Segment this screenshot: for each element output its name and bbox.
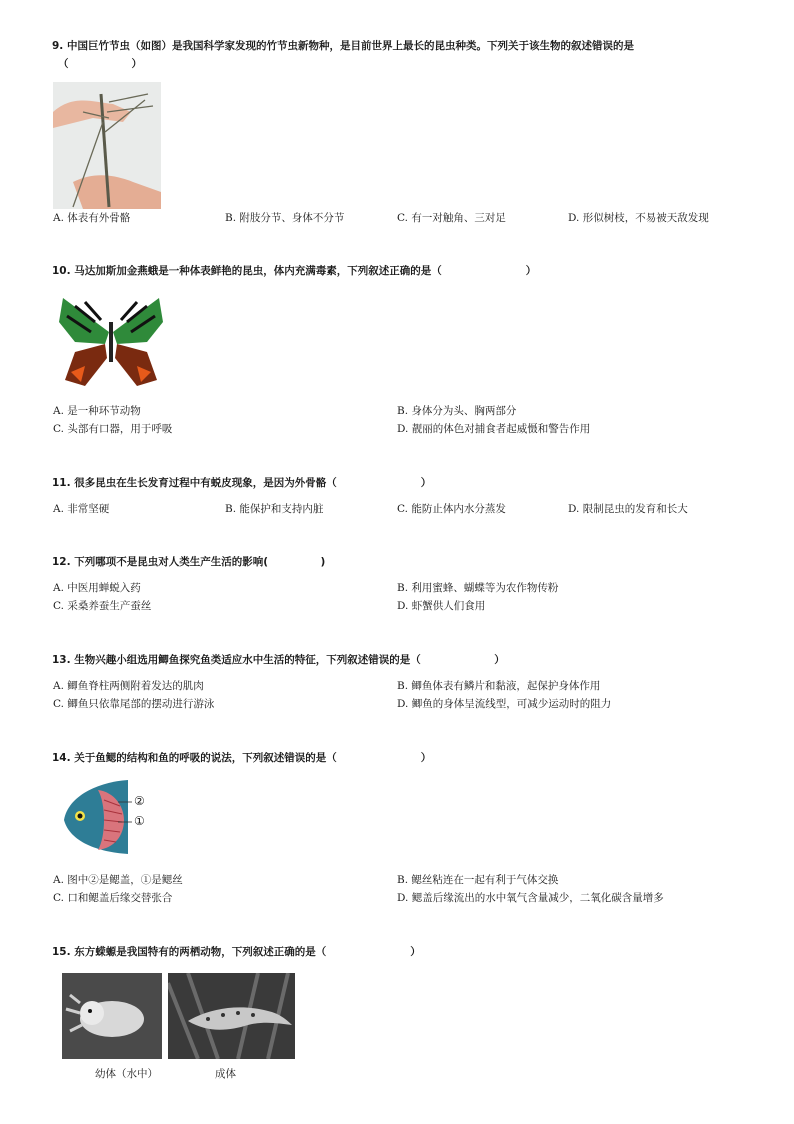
q11-option-c: C. 能防止体内水分蒸发 [397,503,506,515]
q11-option-d: D. 限制昆虫的发育和长大 [568,503,688,515]
label-2: ② [134,794,145,808]
q10-option-c: C. 头部有口器，用于呼吸 [53,423,173,435]
q9-option-c: C. 有一对触角、三对足 [397,212,506,224]
q13-option-a: A. 鲫鱼脊柱两侧附着发达的肌肉 [53,680,204,692]
q9-option-d: D. 形似树枝，不易被天敌发现 [568,212,709,224]
q13-option-c: C. 鲫鱼只依靠尾部的摆动进行游泳 [53,698,215,710]
q11-option-b: B. 能保护和支持内脏 [225,503,324,515]
q14-option-d: D. 鳃盖后缘流出的水中氧气含量减少，二氧化碳含量增多 [397,892,664,904]
q10-option-b: B. 身体分为头、胸两部分 [397,405,517,417]
caption-adult: 成体 [215,1068,236,1080]
newt-larva-photo [62,973,162,1059]
q12-option-d: D. 虾蟹供人们食用 [397,600,486,612]
q15-stem: 15. 东方蝾螈是我国特有的两栖动物，下列叙述正确的是（ ） [52,946,421,958]
q12-option-b: B. 利用蜜蜂、蝴蝶等为农作物传粉 [397,582,559,594]
q11-stem: 11. 很多昆虫在生长发育过程中有蜕皮现象，是因为外骨骼（ ） [52,477,432,489]
q14-stem: 14. 关于鱼鳃的结构和鱼的呼吸的说法，下列叙述错误的是（ ） [52,752,432,764]
q9-option-b: B. 附肢分节、身体不分节 [225,212,345,224]
q12-option-c: C. 采桑养蚕生产蚕丝 [53,600,152,612]
q13-option-d: D. 鲫鱼的身体呈流线型，可减少运动时的阻力 [397,698,612,710]
caption-larva: 幼体（水中） [95,1068,158,1080]
q9-answer-blank: （ ） [58,58,142,70]
q13-option-b: B. 鲫鱼体表有鳞片和黏液，起保护身体作用 [397,680,601,692]
q9-option-a: A. 体表有外骨骼 [53,212,131,224]
stick-insect-photo [53,82,161,209]
q12-option-a: A. 中医用蝉蜕入药 [53,582,141,594]
q13-stem: 13. 生物兴趣小组选用鲫鱼探究鱼类适应水中生活的特征，下列叙述错误的是（ ） [52,654,505,666]
q9-stem: 9. 中国巨竹节虫（如图）是我国科学家发现的竹节虫新物种，是目前世界上最长的昆虫种类。下列关于该生物的叙述错误的是 [52,40,634,52]
butterfly-photo [55,292,167,388]
q10-stem: 10. 马达加斯加金燕蛾是一种体表鲜艳的昆虫，体内充满毒素，下列叙述正确的是（ ） [52,265,537,277]
q11-option-a: A. 非常坚硬 [53,503,110,515]
q10-option-d: D. 靓丽的体色对捕食者起威慑和警告作用 [397,423,591,435]
newt-adult-photo [168,973,295,1059]
q14-option-c: C. 口和鳃盖后缘交替张合 [53,892,173,904]
q14-option-a: A. 图中②是鳃盖，①是鳃丝 [53,874,183,886]
q12-stem: 12. 下列哪项不是昆虫对人类生产生活的影响( ) [52,556,326,568]
q14-option-b: B. 鳃丝粘连在一起有利于气体交换 [397,874,559,886]
q10-option-a: A. 是一种环节动物 [53,405,141,417]
label-1: ① [134,814,145,828]
